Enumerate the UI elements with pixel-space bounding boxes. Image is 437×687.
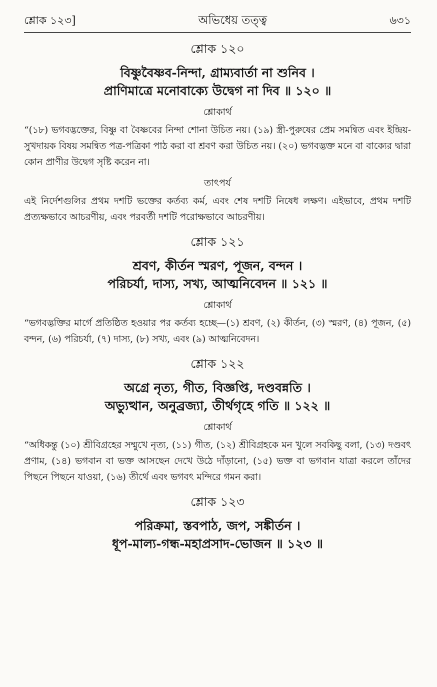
running-header [24, 12, 411, 32]
header-divider [24, 32, 411, 33]
translation-text: “ভগবদ্ভক্তির মার্গে প্রতিষ্ঠিত হওয়ার পর কর্তব্য হচ্ছে—(১) শ্রবণ, (২) কীর্তন, (৩) স্মরণ, (৪) পূজন, (৫) বন্দন, (৬) পরিচর্যা, (৭) দাস্য, (৮) সখ্য, এবং (৯) আত্মনিবেদন। [24, 318, 411, 345]
verse-heading: শ্লোক ১২১ [190, 234, 245, 249]
verse-line: অগ্রে নৃত্য, গীত, বিজ্ঞপ্তি, দণ্ডবন্নতি । [124, 380, 311, 395]
verse-line: প্রাণিমাত্রে মনোবাক্যে উদ্বেগ না দিব ॥ ১২০ ॥ [103, 83, 332, 98]
purport-label: তাৎপর্য [204, 178, 231, 189]
verse-line: বিষ্ণুবৈষ্ণব-নিন্দা, গ্রাম্যবার্তা না শুনিব । [120, 65, 315, 80]
verse-heading: শ্লোক ১২২ [190, 356, 245, 371]
verse-line: পরিচর্যা, দাস্য, সখ্য, আত্মনিবেদন ॥ ১২১ ॥ [107, 276, 328, 291]
verse-line: পরিক্রমা, স্তবপাঠ, জপ, সঙ্কীর্তন । [134, 518, 301, 533]
translation-text: “(১৮) ভগবদ্ভক্তের, বিষ্ণু বা বৈষ্ণবের নিন্দা শোনা উচিত নয়। (১৯) স্ত্রী-পুরুষের প্রেম সমন্বিত এবং ইন্দ্রিয়-সুখদায়ক বিষয় সমন্বিত পত্র-পত্রিকা পাঠ করা বা শ্রবণ করা উচিত নয়। (২০) ভগবদ্ভক্ত মনে বা বাক্যের দ্বারা কোন প্রাণীর উদ্বেগ সৃষ্টি করেন না। [24, 125, 411, 168]
verse-heading: শ্লোক ১২৩ [190, 494, 245, 509]
translation-label: শ্লোকার্থ [203, 422, 232, 433]
header-verse-ref: শ্লোক ১২৩] [24, 14, 76, 27]
purport-text: এই নির্দেশগুলির প্রথম দশটি ভক্তের কর্তব্য কর্ম, এবং শেষ দশটি নিষেধ লক্ষণ। এইভাবে, প্রথম দশটি প্রত্যক্ষভাবে আচরণীয়, এবং পরবর্তী দশটি পরোক্ষভাবে আচরণীয়। [24, 196, 411, 223]
page-number: ৬৩১ [389, 14, 411, 27]
translation-text: “অধিকন্তু (১০) শ্রীবিগ্রহের সম্মুখে নৃত্য, (১১) গীত, (১২) শ্রীবিগ্রহকে মন খুলে সবকিছু বলা, (১৩) দণ্ডবৎ প্রণাম, (১৪) ভগবান বা ভক্ত আসছেন দেখে উঠে দাঁড়ানো, (১৫) ভক্ত বা ভগবান যাত্রা করলে তাঁদের পিছনে পিছনে যাওয়া, (১৬) তীর্থে এবং ভগবৎ মন্দিরে গমন করা। [24, 440, 411, 483]
verse-heading: শ্লোক ১২০ [190, 41, 245, 56]
verse-line: অভ্যুত্থান, অনুব্রজ্যা, তীর্থগৃহে গতি ॥ ১২২ ॥ [104, 398, 331, 413]
verse-line: ধূপ-মাল্য-গন্ধ-মহাপ্রসাদ-ভোজন ॥ ১২৩ ॥ [112, 536, 323, 551]
translation-label: শ্লোকার্থ [203, 107, 232, 118]
translation-label: শ্লোকার্থ [203, 300, 232, 311]
header-chapter-title: অভিধেয় তত্ত্ব [198, 13, 268, 27]
verse-line: শ্রবণ, কীর্তন স্মরণ, পূজন, বন্দন । [132, 258, 303, 273]
